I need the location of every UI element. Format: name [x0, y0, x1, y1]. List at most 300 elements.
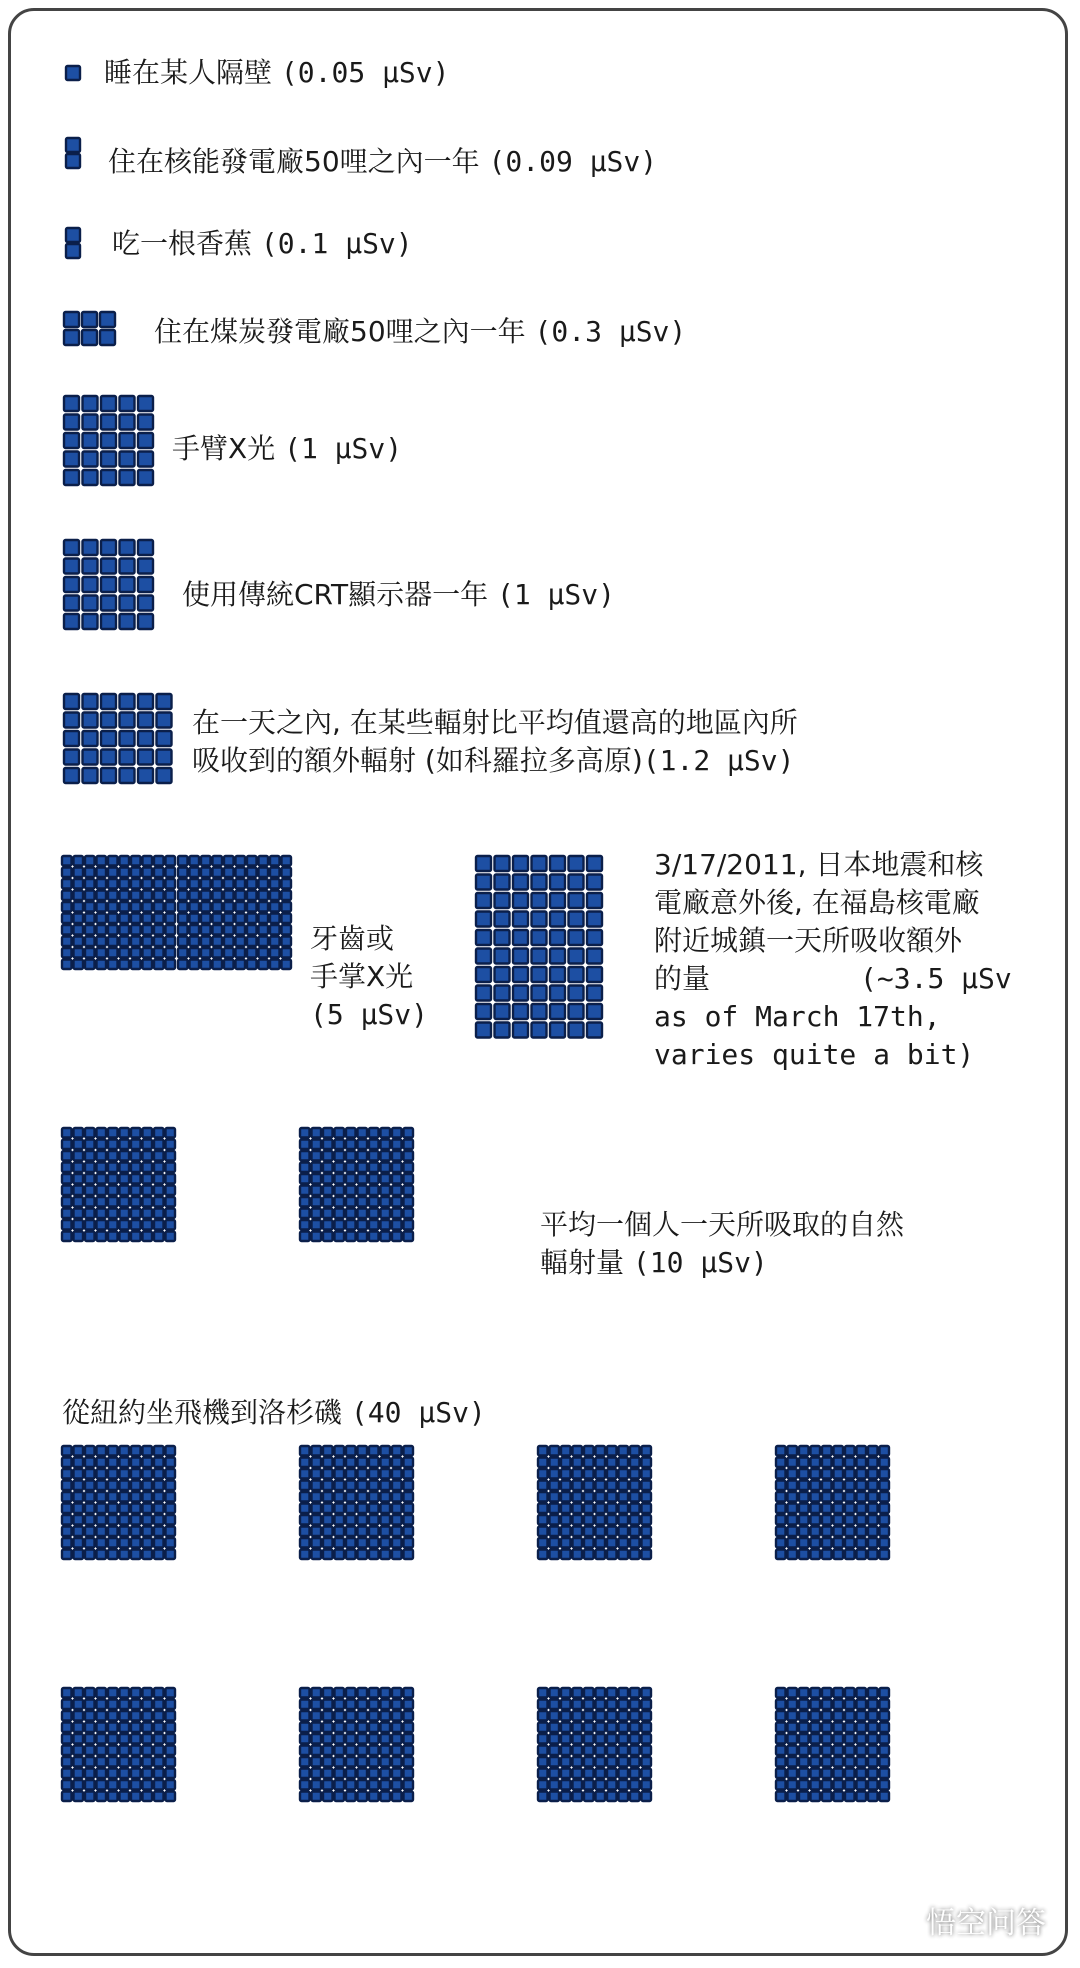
- block-daily-natural: [85, 1140, 95, 1150]
- block-daily-natural: [312, 1209, 322, 1219]
- block-flight: [880, 1688, 890, 1698]
- block-flight: [788, 1734, 798, 1744]
- block-flight: [538, 1446, 548, 1456]
- block-flight: [630, 1481, 640, 1491]
- block-flight: [62, 1700, 72, 1710]
- block-flight: [550, 1734, 560, 1744]
- block-flight: [97, 1481, 107, 1491]
- block-flight: [561, 1711, 571, 1721]
- block-daily-natural: [346, 1174, 356, 1184]
- block-flight: [845, 1492, 855, 1502]
- block-flight: [561, 1688, 571, 1698]
- block-flight: [392, 1458, 402, 1468]
- block-flight: [561, 1515, 571, 1525]
- block-flight: [392, 1757, 402, 1767]
- block-flight: [74, 1538, 84, 1548]
- block-dental: [247, 948, 257, 958]
- block-daily-natural: [358, 1163, 368, 1173]
- block-daily-natural: [85, 1186, 95, 1196]
- block-flight: [619, 1688, 629, 1698]
- block-flight: [845, 1458, 855, 1468]
- block-dental: [120, 937, 130, 947]
- block-flight: [584, 1527, 594, 1537]
- block-dental: [178, 960, 188, 970]
- block-arm-xray: [120, 452, 135, 467]
- block-flight: [596, 1550, 606, 1560]
- block-daily-natural: [358, 1220, 368, 1230]
- block-daily-natural: [369, 1128, 379, 1138]
- block-flight: [358, 1504, 368, 1514]
- block-daily-natural: [154, 1128, 164, 1138]
- block-dental: [178, 891, 188, 901]
- block-flight: [143, 1792, 153, 1802]
- block-flight: [619, 1504, 629, 1514]
- block-flight: [788, 1688, 798, 1698]
- block-flight: [630, 1757, 640, 1767]
- block-flight: [596, 1492, 606, 1502]
- block-dental: [97, 948, 107, 958]
- block-flight: [538, 1711, 548, 1721]
- block-flight: [300, 1688, 310, 1698]
- block-flight: [788, 1757, 798, 1767]
- block-dental: [166, 925, 176, 935]
- block-fukushima: [550, 1004, 565, 1019]
- block-flight: [74, 1746, 84, 1756]
- block-fukushima: [550, 893, 565, 908]
- block-flight: [857, 1688, 867, 1698]
- block-arm-xray: [120, 396, 135, 411]
- block-daily-natural: [131, 1186, 141, 1196]
- block-flight: [596, 1757, 606, 1767]
- block-daily-natural: [300, 1232, 310, 1242]
- block-flight: [108, 1792, 118, 1802]
- block-flight: [799, 1780, 809, 1790]
- block-dental: [74, 868, 84, 878]
- block-flight: [131, 1711, 141, 1721]
- block-flight: [845, 1711, 855, 1721]
- block-flight: [74, 1515, 84, 1525]
- block-flight: [143, 1746, 153, 1756]
- block-dental: [97, 937, 107, 947]
- block-flight: [143, 1734, 153, 1744]
- block-flight: [312, 1492, 322, 1502]
- block-flight: [857, 1469, 867, 1479]
- block-coal: [64, 330, 79, 345]
- block-flight: [62, 1757, 72, 1767]
- block-flight: [584, 1550, 594, 1560]
- block-flight: [120, 1504, 130, 1514]
- block-flight: [154, 1769, 164, 1779]
- block-dental: [213, 902, 223, 912]
- block-flight: [573, 1792, 583, 1802]
- block-flight: [120, 1757, 130, 1767]
- block-flight: [596, 1700, 606, 1710]
- block-flight: [154, 1757, 164, 1767]
- block-high-area: [138, 768, 153, 783]
- block-flight: [880, 1711, 890, 1721]
- block-flight: [300, 1538, 310, 1548]
- block-flight: [143, 1515, 153, 1525]
- block-daily-natural: [381, 1197, 391, 1207]
- block-daily-natural: [131, 1151, 141, 1161]
- block-flight: [619, 1458, 629, 1468]
- block-flight: [381, 1746, 391, 1756]
- block-flight: [62, 1469, 72, 1479]
- block-crt: [83, 614, 98, 629]
- block-fukushima: [476, 893, 491, 908]
- block-flight: [788, 1446, 798, 1456]
- block-flight: [143, 1538, 153, 1548]
- block-flight: [300, 1723, 310, 1733]
- block-dental: [178, 937, 188, 947]
- block-daily-natural: [97, 1209, 107, 1219]
- block-flight: [811, 1527, 821, 1537]
- block-flight: [312, 1515, 322, 1525]
- block-daily-natural: [358, 1197, 368, 1207]
- block-flight: [619, 1723, 629, 1733]
- block-daily-natural: [154, 1186, 164, 1196]
- block-daily-natural: [97, 1174, 107, 1184]
- block-arm-xray: [120, 415, 135, 430]
- block-flight: [880, 1769, 890, 1779]
- block-daily-natural: [392, 1220, 402, 1230]
- block-flight: [312, 1446, 322, 1456]
- block-dental: [143, 937, 153, 947]
- block-fukushima: [495, 856, 510, 871]
- block-dental: [62, 891, 72, 901]
- block-flight: [607, 1746, 617, 1756]
- block-flight: [312, 1757, 322, 1767]
- block-fukushima: [476, 967, 491, 982]
- block-flight: [346, 1792, 356, 1802]
- block-dental: [166, 902, 176, 912]
- block-flight: [538, 1746, 548, 1756]
- block-daily-natural: [97, 1197, 107, 1207]
- block-flight: [788, 1723, 798, 1733]
- block-fukushima: [569, 1004, 584, 1019]
- block-arm-xray: [120, 433, 135, 448]
- block-flight: [857, 1700, 867, 1710]
- block-flight: [550, 1504, 560, 1514]
- block-daily-natural: [300, 1163, 310, 1173]
- block-crt: [64, 596, 79, 611]
- block-flight: [300, 1711, 310, 1721]
- block-daily-natural: [131, 1174, 141, 1184]
- block-daily-natural: [166, 1163, 176, 1173]
- block-flight: [642, 1688, 652, 1698]
- block-flight: [108, 1515, 118, 1525]
- block-flight: [642, 1734, 652, 1744]
- label-sleep: 睡在某人隔壁 (0.05 μSv): [104, 56, 450, 89]
- block-flight: [312, 1481, 322, 1491]
- block-dental: [154, 902, 164, 912]
- block-dental: [154, 937, 164, 947]
- block-fukushima: [513, 986, 528, 1001]
- block-high-area: [83, 750, 98, 765]
- block-dental: [224, 868, 234, 878]
- block-high-area: [83, 694, 98, 709]
- block-flight: [584, 1780, 594, 1790]
- block-flight: [392, 1688, 402, 1698]
- block-dental: [259, 960, 269, 970]
- block-flight: [550, 1527, 560, 1537]
- block-flight: [799, 1492, 809, 1502]
- block-flight: [845, 1746, 855, 1756]
- block-flight: [573, 1711, 583, 1721]
- block-daily-natural: [369, 1209, 379, 1219]
- block-flight: [880, 1700, 890, 1710]
- block-flight: [538, 1734, 548, 1744]
- block-dental: [120, 925, 130, 935]
- block-flight: [154, 1527, 164, 1537]
- block-crt: [101, 596, 116, 611]
- block-flight: [369, 1734, 379, 1744]
- block-flight: [358, 1734, 368, 1744]
- block-flight: [573, 1734, 583, 1744]
- block-flight: [120, 1723, 130, 1733]
- block-flight: [596, 1792, 606, 1802]
- block-arm-xray: [64, 415, 79, 430]
- block-flight: [822, 1458, 832, 1468]
- block-flight: [538, 1515, 548, 1525]
- block-flight: [300, 1492, 310, 1502]
- block-daily-natural: [323, 1151, 333, 1161]
- block-flight: [346, 1458, 356, 1468]
- block-flight: [868, 1746, 878, 1756]
- block-dental: [166, 891, 176, 901]
- block-high-area: [101, 750, 116, 765]
- block-flight: [120, 1711, 130, 1721]
- block-flight: [619, 1492, 629, 1502]
- block-flight: [811, 1746, 821, 1756]
- block-crt: [101, 614, 116, 629]
- block-daily-natural: [381, 1174, 391, 1184]
- block-flight: [358, 1550, 368, 1560]
- block-fukushima: [587, 875, 602, 890]
- block-dental: [62, 902, 72, 912]
- block-flight: [630, 1700, 640, 1710]
- block-flight: [74, 1481, 84, 1491]
- block-dental: [270, 948, 280, 958]
- block-flight: [834, 1504, 844, 1514]
- block-flight: [154, 1711, 164, 1721]
- block-flight: [166, 1458, 176, 1468]
- block-flight: [596, 1734, 606, 1744]
- block-daily-natural: [74, 1186, 84, 1196]
- block-dental: [270, 937, 280, 947]
- label-daily-natural: 平均一個人一天所吸取的自然 輻射量 (10 μSv): [540, 1208, 905, 1279]
- block-flight: [97, 1550, 107, 1560]
- block-dental: [224, 914, 234, 924]
- block-flight: [857, 1492, 867, 1502]
- block-flight: [584, 1769, 594, 1779]
- block-fukushima: [587, 967, 602, 982]
- block-dental: [213, 914, 223, 924]
- block-flight: [845, 1527, 855, 1537]
- block-flight: [596, 1769, 606, 1779]
- block-flight: [799, 1527, 809, 1537]
- block-dental: [213, 891, 223, 901]
- block-flight: [335, 1688, 345, 1698]
- block-flight: [630, 1734, 640, 1744]
- block-flight: [834, 1469, 844, 1479]
- block-daily-natural: [85, 1220, 95, 1230]
- block-flight: [642, 1550, 652, 1560]
- block-flight: [131, 1481, 141, 1491]
- block-daily-natural: [358, 1209, 368, 1219]
- block-daily-natural: [131, 1163, 141, 1173]
- block-dental: [247, 879, 257, 889]
- block-flight: [381, 1492, 391, 1502]
- block-flight: [607, 1446, 617, 1456]
- block-flight: [404, 1792, 414, 1802]
- block-flight: [369, 1792, 379, 1802]
- block-flight: [74, 1527, 84, 1537]
- block-dental: [178, 902, 188, 912]
- block-crt: [83, 540, 98, 555]
- block-daily-natural: [346, 1197, 356, 1207]
- block-flight: [584, 1492, 594, 1502]
- block-flight: [619, 1700, 629, 1710]
- block-flight: [143, 1780, 153, 1790]
- block-flight: [369, 1711, 379, 1721]
- block-flight: [108, 1746, 118, 1756]
- block-fukushima: [569, 930, 584, 945]
- block-flight: [799, 1538, 809, 1548]
- block-flight: [573, 1446, 583, 1456]
- block-daily-natural: [300, 1186, 310, 1196]
- block-fukushima: [495, 967, 510, 982]
- block-flight: [619, 1515, 629, 1525]
- block-fukushima: [495, 986, 510, 1001]
- block-crt: [138, 596, 153, 611]
- block-flight: [550, 1538, 560, 1548]
- block-flight: [834, 1492, 844, 1502]
- block-flight: [607, 1515, 617, 1525]
- block-flight: [607, 1492, 617, 1502]
- block-flight: [630, 1492, 640, 1502]
- block-dental: [213, 925, 223, 935]
- block-flight: [85, 1538, 95, 1548]
- block-flight: [97, 1469, 107, 1479]
- block-flight: [323, 1757, 333, 1767]
- block-fukushima: [495, 930, 510, 945]
- block-arm-xray: [101, 433, 116, 448]
- block-flight: [62, 1515, 72, 1525]
- block-flight: [300, 1746, 310, 1756]
- block-fukushima: [569, 912, 584, 927]
- block-daily-natural: [97, 1186, 107, 1196]
- block-flight: [392, 1504, 402, 1514]
- block-dental: [85, 937, 95, 947]
- block-high-area: [83, 713, 98, 728]
- block-flight: [561, 1700, 571, 1710]
- block-dental: [108, 902, 118, 912]
- block-flight: [845, 1734, 855, 1744]
- block-flight: [300, 1550, 310, 1560]
- block-daily-natural: [154, 1209, 164, 1219]
- block-flight: [584, 1723, 594, 1733]
- block-dental: [120, 948, 130, 958]
- block-high-area: [64, 768, 79, 783]
- block-daily-natural: [346, 1151, 356, 1161]
- block-daily-natural: [346, 1186, 356, 1196]
- block-daily-natural: [369, 1174, 379, 1184]
- block-flight: [358, 1538, 368, 1548]
- block-daily-natural: [85, 1209, 95, 1219]
- block-flight: [799, 1757, 809, 1767]
- block-flight: [108, 1469, 118, 1479]
- block-daily-natural: [108, 1232, 118, 1242]
- block-dental: [247, 856, 257, 866]
- block-high-area: [157, 713, 172, 728]
- block-flight: [346, 1550, 356, 1560]
- block-daily-natural: [85, 1197, 95, 1207]
- block-flight: [97, 1492, 107, 1502]
- block-flight: [323, 1723, 333, 1733]
- block-flight: [62, 1481, 72, 1491]
- block-flight: [74, 1711, 84, 1721]
- block-flight: [97, 1769, 107, 1779]
- block-flight: [154, 1538, 164, 1548]
- block-flight: [154, 1792, 164, 1802]
- block-flight: [799, 1746, 809, 1756]
- block-flight: [335, 1723, 345, 1733]
- block-flight: [857, 1515, 867, 1525]
- block-flight: [404, 1492, 414, 1502]
- block-fukushima: [550, 912, 565, 927]
- block-flight: [131, 1538, 141, 1548]
- block-flight: [642, 1527, 652, 1537]
- block-flight: [358, 1469, 368, 1479]
- block-nuclear: [66, 154, 80, 168]
- block-flight: [619, 1446, 629, 1456]
- block-dental: [62, 856, 72, 866]
- block-daily-natural: [166, 1220, 176, 1230]
- block-dental: [85, 891, 95, 901]
- block-flight: [85, 1688, 95, 1698]
- block-flight: [381, 1469, 391, 1479]
- block-dental: [236, 902, 246, 912]
- block-flight: [561, 1780, 571, 1790]
- block-flight: [335, 1538, 345, 1548]
- block-flight: [131, 1769, 141, 1779]
- block-dental: [62, 948, 72, 958]
- block-daily-natural: [85, 1128, 95, 1138]
- block-fukushima: [569, 967, 584, 982]
- block-flight: [607, 1700, 617, 1710]
- block-flight: [822, 1734, 832, 1744]
- block-flight: [358, 1757, 368, 1767]
- block-daily-natural: [392, 1197, 402, 1207]
- block-flight: [300, 1481, 310, 1491]
- block-dental: [282, 960, 292, 970]
- block-flight: [799, 1688, 809, 1698]
- block-flight: [166, 1446, 176, 1456]
- block-flight: [85, 1792, 95, 1802]
- block-dental: [97, 856, 107, 866]
- block-daily-natural: [62, 1128, 72, 1138]
- block-flight: [596, 1711, 606, 1721]
- block-flight: [120, 1538, 130, 1548]
- block-flight: [561, 1538, 571, 1548]
- block-high-area: [101, 713, 116, 728]
- block-flight: [97, 1504, 107, 1514]
- block-flight: [166, 1504, 176, 1514]
- block-flight: [312, 1746, 322, 1756]
- block-flight: [857, 1538, 867, 1548]
- block-high-area: [120, 713, 135, 728]
